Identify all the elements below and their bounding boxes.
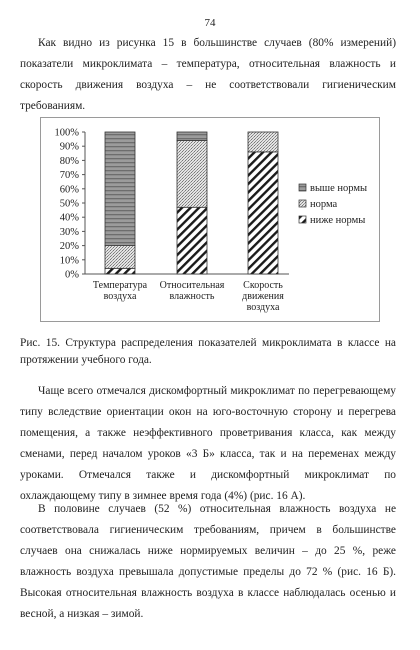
legend-swatch	[299, 216, 306, 223]
paragraph-2: Чаще всего отмечался дискомфортный микроклимат по перегревающему типу вследствие ориентации окон на юго-восточную сторону и перегрева помещения, а также неэффективного проветривания класса, как между сменами, перед началом уроков «3 Б» класса, так и на переменах между уроками. Отмечался также и дискомфортный микроклимат по охлаждающему типу в зимнее время года (4%) (рис. 16 А).	[20, 385, 396, 502]
x-category-label: Относительная	[159, 280, 225, 291]
bar-segment-ниже-нормы	[177, 207, 207, 274]
chart-frame	[40, 117, 380, 322]
paragraph-3: В половине случаев (52 %) относительная влажность воздуха не соответствовала гигиеническим требованиям, причем в большинстве случаев она снижалась ниже нормируемых величин – до 25 %, реже влажность воздуха превышала допустимые пределы до 72 % (рис. 16 Б). Высокая относительная влажность воздуха в классе наблюдалась осенью и весной, а низкая – зимой.	[20, 503, 396, 620]
legend-swatch	[299, 184, 306, 191]
bar-segment-норма	[248, 132, 278, 152]
y-tick-label: 20%	[59, 241, 79, 253]
bar-segment-норма	[177, 141, 207, 208]
x-category-label: движения	[242, 291, 284, 302]
y-tick-label: 90%	[59, 141, 79, 153]
y-tick-label: 40%	[59, 212, 79, 224]
y-tick-label: 60%	[59, 184, 79, 196]
y-tick-label: 30%	[59, 226, 79, 238]
y-tick-label: 70%	[59, 170, 79, 182]
x-category-label: влажность	[169, 291, 215, 302]
y-tick-label: 50%	[59, 198, 79, 210]
y-tick-label: 0%	[65, 269, 79, 281]
legend-swatch	[299, 200, 306, 207]
bar-segment-ниже-нормы	[248, 152, 278, 274]
x-category-label: Скорость	[243, 280, 283, 291]
legend-label: ниже нормы	[310, 215, 366, 226]
page-number: 74	[204, 17, 216, 29]
bar-segment-выше-нормы	[105, 132, 135, 246]
y-tick-label: 100%	[54, 127, 79, 139]
x-category-label: воздуха	[103, 291, 137, 302]
legend-label: норма	[310, 199, 338, 210]
bar-segment-ниже-нормы	[105, 268, 135, 274]
bar-segment-выше-нормы	[177, 132, 207, 141]
legend-label: выше нормы	[310, 183, 368, 194]
x-category-label: воздуха	[246, 302, 280, 313]
y-tick-label: 80%	[59, 155, 79, 167]
chart	[41, 118, 379, 321]
paragraph-1: Как видно из рисунка 15 в большинстве случаев (80% измерений) показатели микроклимата – температура, относительная влажность и скорость движения воздуха – не соответствовали гигиеническим требованиям.	[20, 37, 396, 112]
figure-caption: Рис. 15. Структура распределения показателей микроклимата в классе на протяжении учебного года.	[20, 337, 396, 366]
x-category-label: Температура	[92, 280, 148, 291]
y-tick-label: 10%	[59, 255, 79, 267]
bar-segment-норма	[105, 246, 135, 269]
